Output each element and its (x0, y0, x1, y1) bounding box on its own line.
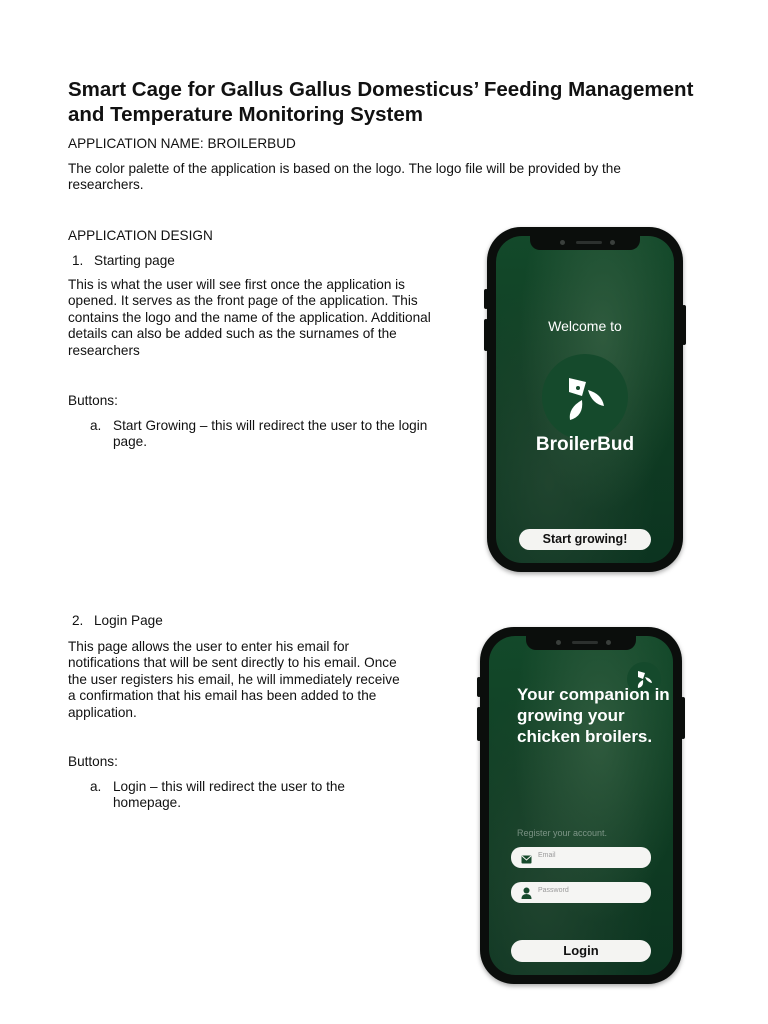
start-growing-button[interactable]: Start growing! (519, 529, 651, 550)
email-placeholder: Email (538, 852, 556, 859)
brand-name: BroilerBud (535, 434, 635, 455)
mail-icon (521, 851, 532, 869)
section-2-buttons-label: Buttons: (68, 754, 118, 769)
section-2-heading: Login Page (94, 613, 163, 628)
phone-side-button (681, 697, 685, 739)
section-2-button-description: Login – this will redirect the user to the homepage. (113, 779, 345, 811)
phone-side-button (477, 677, 481, 697)
starting-page-phone-mockup (487, 227, 683, 572)
app-name-line: APPLICATION NAME: BROILERBUD (68, 136, 296, 151)
section-1-buttons-label: Buttons: (68, 393, 118, 408)
login-button[interactable]: Login (511, 940, 651, 962)
login-page-screen (489, 636, 673, 975)
phone-notch (526, 636, 636, 650)
section-2-description: This page allows the user to enter his email for notifications that will be sent directly to his email. Once the user registers his email, he will immediately receive a confirmation that his email has been added to the application. (68, 639, 400, 720)
section-1-heading: Starting page (94, 253, 175, 268)
section-2-number: 2. (72, 613, 84, 628)
section-1-button-description: Start Growing – this will redirect the user to the login page. (113, 418, 428, 450)
user-icon (521, 886, 532, 904)
welcome-text: Welcome to (548, 318, 622, 334)
phone-side-button (484, 319, 488, 351)
section-1-number: 1. (72, 253, 84, 268)
password-field[interactable] (511, 882, 651, 903)
phone-side-button (682, 305, 686, 345)
tagline-heading: Your companion in growing your chicken broilers. (517, 685, 670, 746)
starting-page-screen (496, 236, 674, 563)
broilerbud-logo-icon (542, 354, 628, 440)
section-1-description: This is what the user will see first once the application is opened. It serves as the front page of the application. This contains the logo and the name of the application. Additional details can also be added such as the surnames of the researchers (68, 277, 431, 358)
design-heading: APPLICATION DESIGN (68, 228, 213, 243)
login-page-phone-mockup (480, 627, 682, 984)
password-placeholder: Password (538, 887, 569, 894)
palette-paragraph: The color palette of the application is based on the logo. The logo file will be provided by the researchers. (68, 161, 621, 193)
section-1-button-marker: a. (90, 418, 102, 433)
document-title: Smart Cage for Gallus Gallus Domesticus’ Feeding Management and Temperature Monitoring System (68, 78, 694, 126)
phone-side-button (484, 289, 488, 309)
email-field[interactable] (511, 847, 651, 868)
register-account-text: Register your account. (517, 828, 608, 838)
phone-notch (530, 236, 640, 250)
phone-side-button (477, 707, 481, 741)
section-2-button-marker: a. (90, 779, 102, 794)
